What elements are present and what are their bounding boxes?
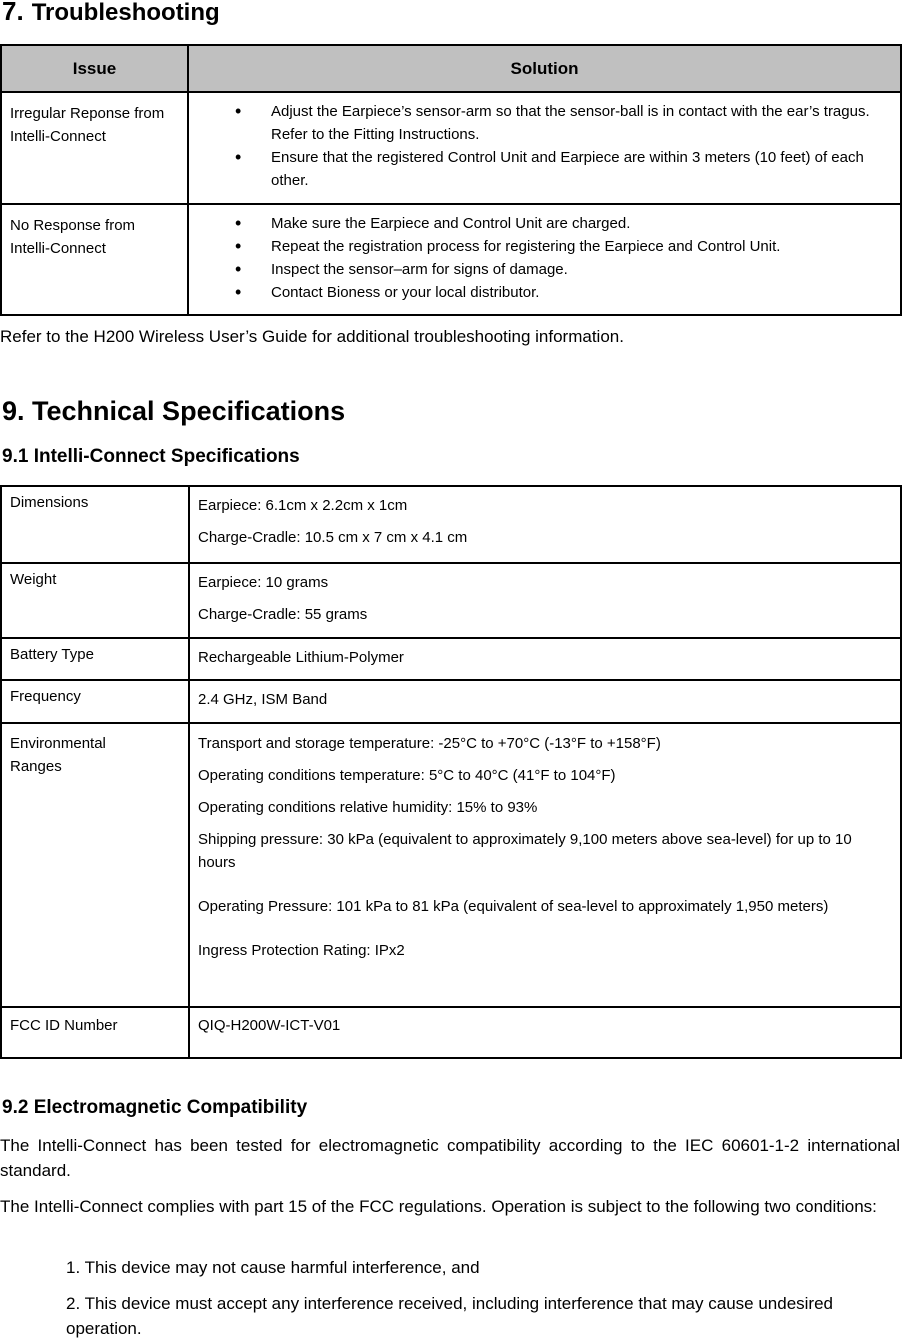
solution-item: • Make sure the Earpiece and Control Unit are charged. — [189, 212, 890, 235]
section-7-heading: 7. Troubleshooting — [2, 0, 220, 26]
condition-item: 1. This device may not cause harmful interference, and — [66, 1258, 480, 1277]
spec-value: 2.4 GHz, ISM Band — [189, 680, 901, 723]
spec-value: Rechargeable Lithium-Polymer — [189, 638, 901, 680]
table-row — [1, 638, 901, 680]
spec-label: Battery Type — [1, 638, 189, 680]
solution-item: • Contact Bioness or your local distributor. — [189, 281, 890, 304]
solution-item: • Repeat the registration process for registering the Earpiece and Control Unit. — [189, 235, 890, 258]
spec-label: Weight — [1, 563, 189, 638]
spec-value: Earpiece: 10 grams Charge-Cradle: 55 grams — [189, 563, 901, 638]
header-solution: Solution — [188, 45, 901, 92]
spec-value: QIQ-H200W-ICT-V01 — [189, 1007, 901, 1058]
spec-value: Transport and storage temperature: -25°C to +70°C (-13°F to +158°F) Operating conditions temperature: 5°C to 40°C (41°F to 104°F) Operating conditions relative humidity: 15% to 93% Shipping pressure: 30 kPa (equivalent to approximately 9,100 meters above sea-level) for up to 10 hours Operating Pressure: 101 kPa to 81 kPa (equivalent of sea-level to approximately 1,950 meters) Ingress Protection Rating: IPx2 — [189, 723, 901, 1007]
table-row — [1, 204, 901, 315]
table-row — [1, 486, 901, 563]
solution-item: • Adjust the Earpiece’s sensor-arm so that the sensor-ball is in contact with the ear’s tragus. Refer to the Fitting Instructions. — [189, 100, 890, 146]
table-header-row — [1, 45, 901, 92]
troubleshooting-table — [0, 44, 902, 316]
spec-label: Frequency — [1, 680, 189, 723]
section-9-2-heading: 9.2 Electromagnetic Compatibility — [2, 1097, 308, 1118]
solution-cell — [188, 204, 901, 315]
solution-cell — [188, 92, 901, 204]
condition-item: 2. This device must accept any interference received, including interference that may cause undesired operation. — [66, 1294, 833, 1338]
table-row — [1, 723, 901, 1007]
table-row — [1, 1007, 901, 1058]
spec-label: FCC ID Number — [1, 1007, 189, 1058]
spec-value: Earpiece: 6.1cm x 2.2cm x 1cm Charge-Cradle: 10.5 cm x 7 cm x 4.1 cm — [189, 486, 901, 563]
spec-label: Environmental Ranges — [1, 723, 189, 1007]
section-9-heading: 9. Technical Specifications — [2, 396, 346, 426]
table-row — [1, 92, 901, 204]
troubleshooting-note: Refer to the H200 Wireless User’s Guide for additional troubleshooting information. — [0, 327, 624, 346]
solution-item: • Inspect the sensor–arm for signs of damage. — [189, 258, 890, 281]
issue-cell: No Response from Intelli-Connect — [1, 204, 188, 315]
specifications-table — [0, 485, 902, 1059]
table-row — [1, 563, 901, 638]
issue-cell: Irregular Reponse from Intelli-Connect — [1, 92, 188, 204]
header-issue: Issue — [1, 45, 188, 92]
table-row — [1, 680, 901, 723]
emc-paragraph-1: The Intelli-Connect has been tested for electromagnetic compatibility according to the IEC 60601-1-2 international standard. — [0, 1136, 900, 1180]
section-9-1-heading: 9.1 Intelli-Connect Specifications — [2, 446, 300, 467]
solution-item: • Ensure that the registered Control Unit and Earpiece are within 3 meters (10 feet) of each other. — [189, 146, 890, 192]
spec-label: Dimensions — [1, 486, 189, 563]
emc-paragraph-2: The Intelli-Connect complies with part 15 of the FCC regulations. Operation is subject to the following two conditions: — [0, 1197, 877, 1216]
